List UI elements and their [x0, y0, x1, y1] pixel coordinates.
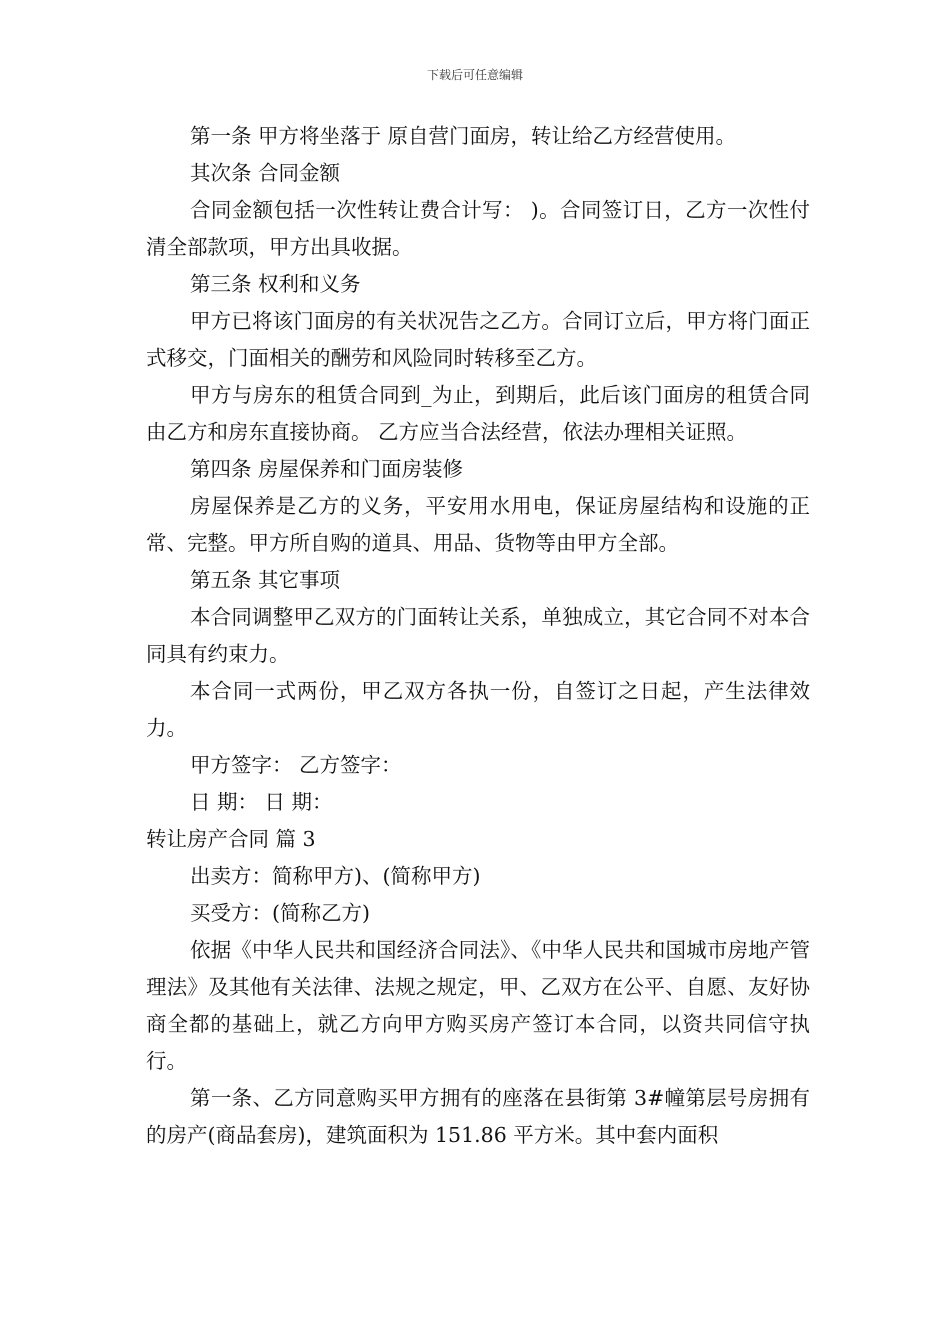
clause-4-heading: 第四条 房屋保养和门面房装修 [190, 457, 464, 481]
document-body [146, 118, 810, 1154]
page-header-note: 下载后可任意编辑 [426, 68, 523, 82]
section-title: 转让房产合同 篇 3 [146, 827, 316, 851]
clause-1: 第一条 甲方将坐落于 原自营门面房，转让给乙方经营使用。 [190, 124, 737, 148]
signature-line: 甲方签字： 乙方签字： [190, 753, 402, 777]
clause-5-heading: 第五条 其它事项 [190, 568, 341, 592]
clause-2-heading: 其次条 合同金额 [190, 161, 341, 185]
clause-3-body-1: 甲方已将该门面房的有关状况告之乙方。合同订立后，甲方将门面正式移交，门面相关的酬劳和风险同时转移至乙方。 [146, 309, 810, 370]
clause-2-body: 合同金额包括一次性转让费合计写： )。合同签订日，乙方一次性付清全部款项，甲方出具收据。 [146, 198, 810, 259]
preamble: 依据《中华人民共和国经济合同法》、《中华人民共和国城市房地产管理法》及其他有关法律、法规之规定，甲、乙双方在公平、自愿、友好协商全都的基础上，就乙方向甲方购买房产签订本合同，以资共同信守执行。 [146, 938, 810, 1073]
clause-3-body-2: 甲方与房东的租赁合同到_为止，到期后，此后该门面房的租赁合同由乙方和房东直接协商。 乙方应当合法经营，依法办理相关证照。 [146, 383, 810, 444]
buyer-line: 买受方：(简称乙方) [190, 901, 370, 925]
clause-3-heading: 第三条 权利和义务 [190, 272, 361, 296]
clause-5-body-1: 本合同调整甲乙双方的门面转让关系，单独成立，其它合同不对本合同具有约束力。 [146, 605, 810, 666]
clause-5-body-2: 本合同一式两份，甲乙双方各执一份，自签订之日起，产生法律效力。 [146, 679, 810, 740]
seller-line: 出卖方：简称甲方)、(简称甲方) [190, 864, 481, 888]
clause-4-body: 房屋保养是乙方的义务，平安用水用电，保证房屋结构和设施的正常、完整。甲方所自购的道具、用品、货物等由甲方全部。 [146, 494, 810, 555]
date-line: 日 期： 日 期： [190, 790, 333, 814]
article-1: 第一条、乙方同意购买甲方拥有的座落在县街第 3#幢第层号房拥有的房产(商品套房)，建筑面积为 151.86 平方米。其中套内面积 [146, 1086, 810, 1147]
